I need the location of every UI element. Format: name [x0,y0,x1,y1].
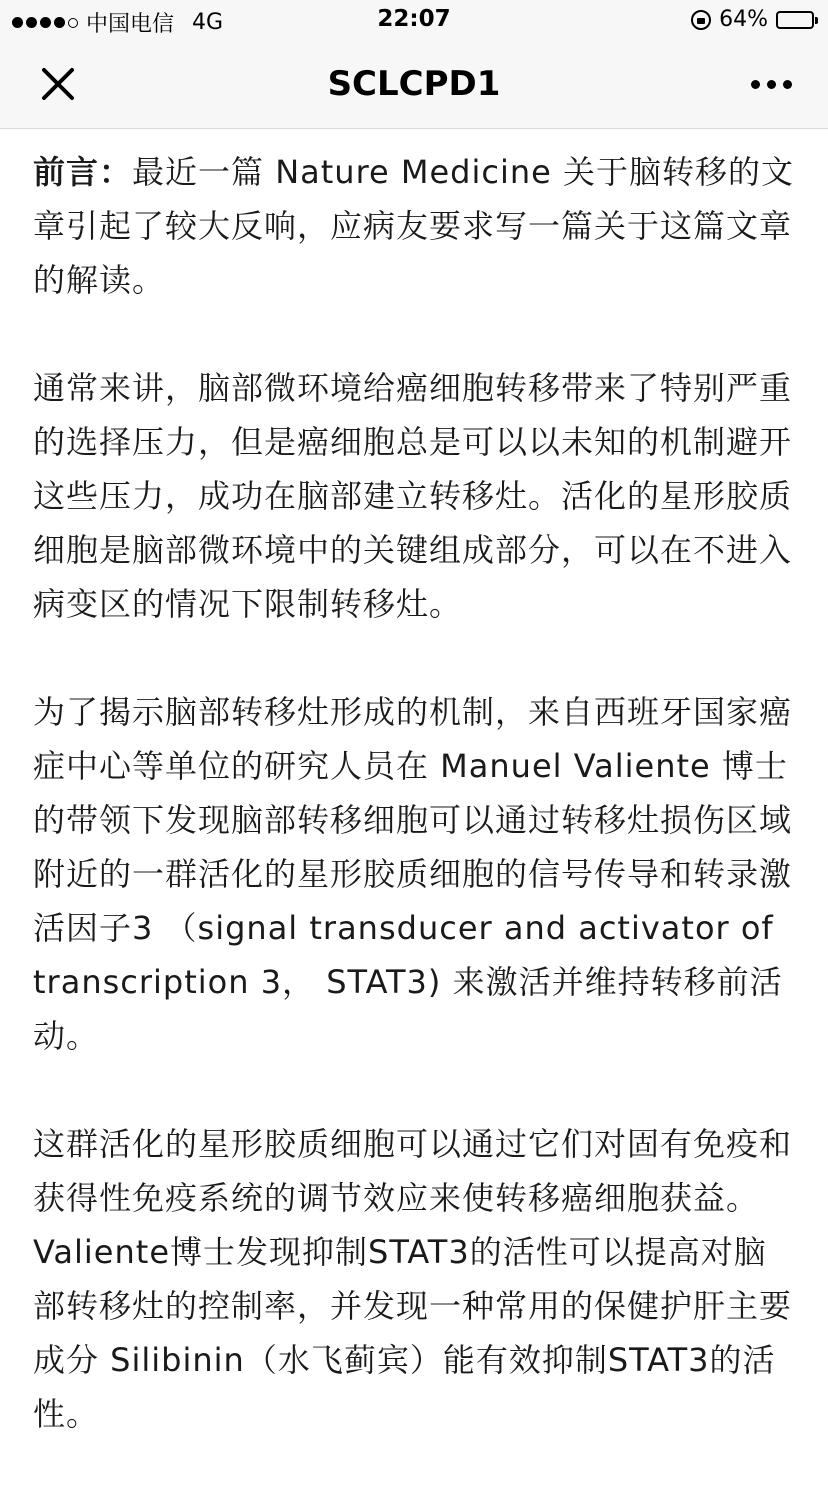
preface-label: 前言： [33,153,133,191]
battery-icon [776,11,814,29]
battery-percent: 64% [719,7,768,32]
rotation-lock-icon [691,10,711,30]
carrier-name: 中国电信 [86,12,175,37]
article-paragraph: 通常来讲，脑部微环境给癌细胞转移带来了特别严重的选择压力，但是癌细胞总是可以以未知的机制避开这些压力，成功在脑部建立转移灶。活化的星形胶质细胞是脑部微环境中的关键组成部分，可以在不进入病变区的情况下限制转移灶。 [33,369,793,623]
more-icon[interactable] [751,80,792,89]
page-title: SCLCPD1 [327,64,501,104]
nav-bar [0,40,828,129]
article-paragraph: 这群活化的星形胶质细胞可以通过它们对固有免疫和获得性免疫系统的调节效应来使转移癌细胞获益。Valiente博士发现抑制STAT3的活性可以提高对脑部转移灶的控制率，并发现一种常用的保健护肝主要成分 Silibinin（水飞蓟宾）能有效抑制STAT3的活性。 [33,1125,793,1433]
status-bar [0,0,828,40]
article-body [33,145,795,1495]
network-type: 4G [192,10,224,35]
article-paragraph: 为了揭示脑部转移灶形成的机制，来自西班牙国家癌症中心等单位的研究人员在 Manuel Valiente 博士的带领下发现脑部转移细胞可以通过转移灶损伤区域附近的一群活化的星形胶质细胞的信号传导和转录激活因子3 （signal transducer and activator of transcription 3， STAT3) 来激活并维持转移前活动。 [33,693,793,1055]
preface-paragraph [33,145,795,307]
status-right [691,7,814,32]
preface-text: 最近一篇 Nature Medicine 关于脑转移的文章引起了较大反响，应病友要求写一篇关于这篇文章的解读。 [33,153,795,299]
status-time: 22:07 [377,6,451,32]
